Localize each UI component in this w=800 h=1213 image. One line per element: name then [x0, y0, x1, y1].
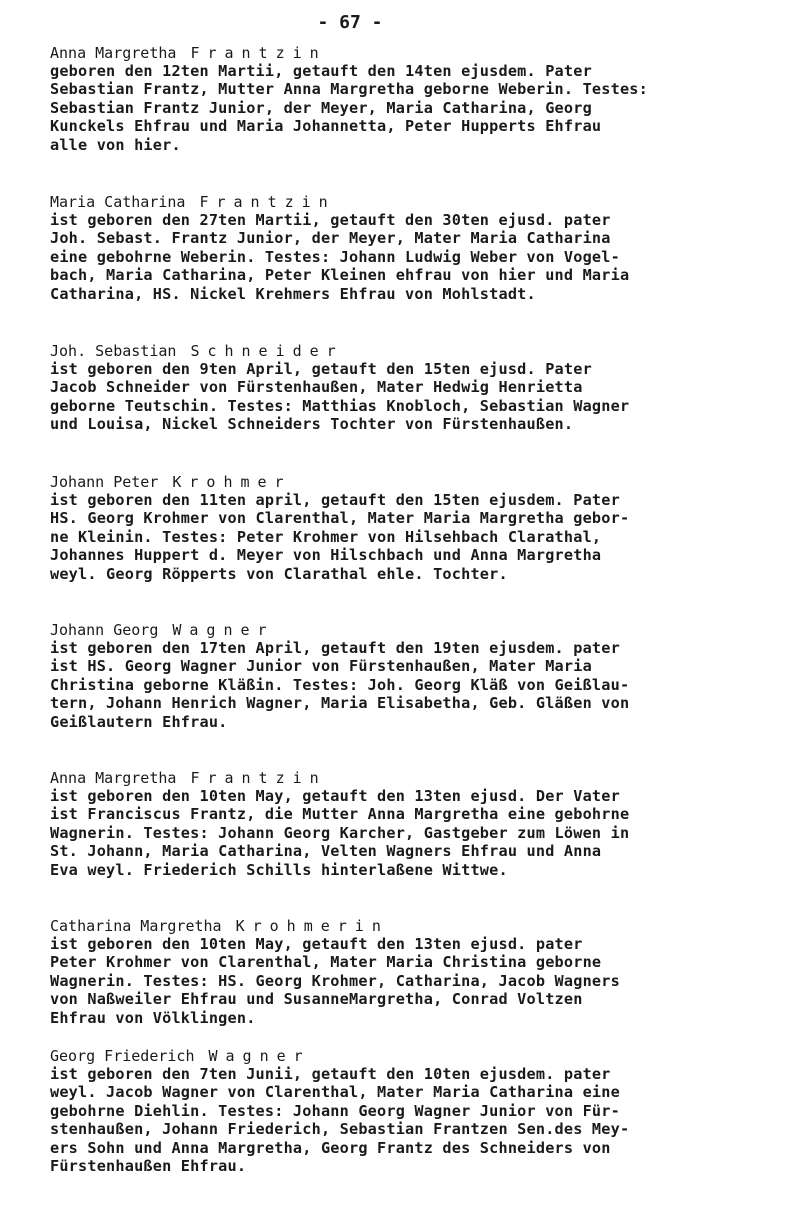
entry-text-line: geborne Teutschin. Testes: Matthias Knobloch, Sebastian Wagner [50, 396, 630, 415]
entry-text-line: von Naßweiler Ehfrau und SusanneMargretha, Conrad Voltzen [50, 990, 583, 1009]
entry-text-line: Christina geborne Kläßin. Testes: Joh. Georg Kläß von Geißlau- [50, 675, 630, 694]
given-name: Catharina Margretha [50, 917, 222, 935]
baptism-entry [50, 1047, 790, 1175]
entry-text-line: Sebastian Frantz, Mutter Anna Margretha geborne Weberin. Testes: [50, 80, 648, 99]
entry-text-line: Catharina, HS. Nickel Krehmers Ehfrau von Mohlstadt. [50, 284, 536, 303]
entry-name-line [50, 44, 790, 62]
surname: Frantzin [199, 193, 336, 211]
given-name: Anna Margretha [50, 769, 177, 787]
entry-text-line: Sebastian Frantz Junior, der Meyer, Maria Catharina, Georg [50, 98, 592, 117]
entry-text-line: Wagnerin. Testes: HS. Georg Krohmer, Catharina, Jacob Wagners [50, 971, 620, 990]
entry-name-line [50, 621, 790, 639]
given-name: Johann Georg [50, 621, 159, 639]
entry-text-line: bach, Maria Catharina, Peter Kleinen ehfrau von hier und Maria [50, 266, 630, 285]
entry-text-line: gebohrne Diehlin. Testes: Johann Georg Wagner Junior von Für- [50, 1101, 620, 1120]
entry-text-line: ist geboren den 11ten april, getauft den 15ten ejusdem. Pater [50, 491, 620, 509]
baptism-entry [50, 769, 790, 879]
surname: Krohmer [172, 473, 292, 491]
entry-name-line [50, 342, 790, 360]
entry-text-line: weyl. Jacob Wagner von Clarenthal, Mater Maria Catharina eine [50, 1083, 620, 1102]
entry-text-line: ne Kleinin. Testes: Peter Krohmer von Hilsehbach Clarathal, [50, 527, 602, 546]
surname: Krohmerin [235, 917, 389, 935]
entry-text-line: weyl. Georg Röpperts von Clarathal ehle. Tochter. [50, 564, 508, 583]
entry-text-line: Kunckels Ehfrau und Maria Johannetta, Peter Hupperts Ehfrau [50, 117, 602, 136]
given-name: Anna Margretha [50, 44, 177, 62]
entry-text-line: geboren den 12ten Martii, getauft den 14ten ejusdem. Pater [50, 62, 592, 80]
entry-text-line: ist geboren den 7ten Junii, getauft den 10ten ejusdem. pater [50, 1065, 611, 1083]
baptism-entry [50, 193, 790, 303]
entry-text-line: Fürstenhaußen Ehfrau. [50, 1157, 247, 1176]
given-name: Joh. Sebastian [50, 342, 177, 360]
baptism-entry [50, 917, 790, 1027]
surname: Wagner [208, 1047, 311, 1065]
entry-text-line: ist HS. Georg Wagner Junior von Fürstenhaußen, Mater Maria [50, 657, 592, 676]
entry-text-line: alle von hier. [50, 135, 181, 154]
baptism-entry [50, 473, 790, 583]
entry-text-line: Joh. Sebast. Frantz Junior, der Meyer, Mater Maria Catharina [50, 229, 611, 248]
baptism-entry [50, 621, 790, 731]
entry-text-line: stenhaußen, Johann Friederich, Sebastian Frantzen Sen.des Mey- [50, 1120, 630, 1139]
entry-text-line: ist Franciscus Frantz, die Mutter Anna Margretha eine gebohrne [50, 805, 630, 824]
entry-text-line: ist geboren den 10ten May, getauft den 13ten ejusd. Der Vater [50, 787, 620, 805]
baptism-entry [50, 342, 790, 434]
entry-name-line [50, 769, 790, 787]
entry-text-line: Peter Krohmer von Clarenthal, Mater Maria Christina geborne [50, 953, 602, 972]
entry-text-line: ist geboren den 17ten April, getauft den 19ten ejusdem. pater [50, 639, 620, 657]
entry-text-line: Ehfrau von Völklingen. [50, 1008, 256, 1027]
entry-name-line [50, 473, 790, 491]
entry-text-line: ers Sohn und Anna Margretha, Georg Frantz des Schneiders von [50, 1138, 611, 1157]
entry-text-line: ist geboren den 27ten Martii, getauft den 30ten ejusd. pater [50, 211, 611, 229]
entry-text-line: ist geboren den 9ten April, getauft den 15ten ejusd. Pater [50, 360, 592, 378]
entry-text-line: tern, Johann Henrich Wagner, Maria Elisabetha, Geb. Gläßen von [50, 694, 630, 713]
entry-name-line [50, 917, 790, 935]
entry-name-line [50, 193, 790, 211]
given-name: Johann Peter [50, 473, 159, 491]
entry-name-line [50, 1047, 790, 1065]
given-name: Georg Friederich [50, 1047, 195, 1065]
surname: Frantzin [190, 769, 327, 787]
given-name: Maria Catharina [50, 193, 186, 211]
entry-text-line: und Louisa, Nickel Schneiders Tochter von Fürstenhaußen. [50, 415, 574, 434]
entry-text-line: Johannes Huppert d. Meyer von Hilschbach und Anna Margretha [50, 546, 602, 565]
entry-text-line: Eva weyl. Friederich Schills hinterlaßene Wittwe. [50, 860, 508, 879]
page-number: - 67 - [317, 12, 383, 33]
entry-text-line: Jacob Schneider von Fürstenhaußen, Mater Hedwig Henrietta [50, 378, 583, 397]
surname: Frantzin [190, 44, 327, 62]
entry-text-line: Geißlautern Ehfrau. [50, 712, 228, 731]
entry-text-line: ist geboren den 10ten May, getauft den 13ten ejusd. pater [50, 935, 583, 953]
baptism-entry [50, 44, 790, 154]
entry-text-line: HS. Georg Krohmer von Clarenthal, Mater Maria Margretha gebor- [50, 509, 630, 528]
entry-text-line: Wagnerin. Testes: Johann Georg Karcher, Gastgeber zum Löwen in [50, 823, 630, 842]
surname: Schneider [190, 342, 344, 360]
surname: Wagner [172, 621, 275, 639]
entry-text-line: eine gebohrne Weberin. Testes: Johann Ludwig Weber von Vogel- [50, 247, 620, 266]
entry-text-line: St. Johann, Maria Catharina, Velten Wagners Ehfrau und Anna [50, 842, 602, 861]
